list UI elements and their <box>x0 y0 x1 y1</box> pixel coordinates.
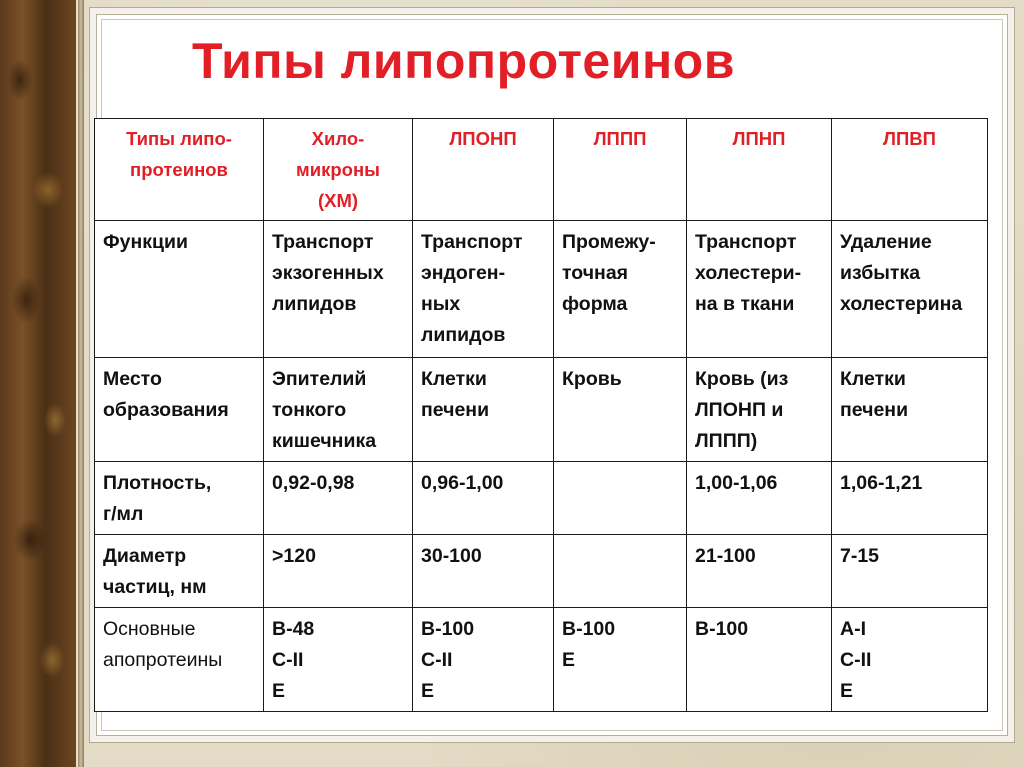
table-cell: Клетки печени <box>832 358 988 462</box>
header-hdl: ЛПВП <box>832 119 988 221</box>
table-cell: Промежу- точная форма <box>554 221 687 358</box>
table-cell: B-100 E <box>554 608 687 712</box>
table-cell: Удаление избытка холестерина <box>832 221 988 358</box>
table-cell: >120 <box>264 535 413 608</box>
table-cell: 30-100 <box>413 535 554 608</box>
table-cell: B-100 C-II E <box>413 608 554 712</box>
header-lipoprotein-types: Типы липо- протеинов <box>95 119 264 221</box>
header-idl: ЛППП <box>554 119 687 221</box>
table-cell: Транспорт холестери- на в ткани <box>687 221 832 358</box>
row-label-formation-site: Место образования <box>95 358 264 462</box>
table-row-apoproteins <box>95 608 988 712</box>
header-vldl: ЛПОНП <box>413 119 554 221</box>
table-cell: 0,96-1,00 <box>413 462 554 535</box>
slide-title: Типы липопротеинов <box>192 33 735 89</box>
row-label-density: Плотность, г/мл <box>95 462 264 535</box>
header-ldl: ЛПНП <box>687 119 832 221</box>
table-cell: 0,92-0,98 <box>264 462 413 535</box>
table-row-functions <box>95 221 988 358</box>
table-cell: B-100 <box>687 608 832 712</box>
row-label-functions: Функции <box>95 221 264 358</box>
row-label-apoproteins: Основные апопротеины <box>95 608 264 712</box>
table-row-density <box>95 462 988 535</box>
table-cell: B-48 C-II E <box>264 608 413 712</box>
table-cell <box>554 535 687 608</box>
table-cell <box>554 462 687 535</box>
decorative-side-strip <box>0 0 76 767</box>
table-cell: Транспорт эндоген- ных липидов <box>413 221 554 358</box>
row-label-diameter: Диаметр частиц, нм <box>95 535 264 608</box>
table-cell: 1,06-1,21 <box>832 462 988 535</box>
table-cell: Эпителий тонкого кишечника <box>264 358 413 462</box>
header-chylomicrons: Хило- микроны (ХМ) <box>264 119 413 221</box>
table-cell: 7-15 <box>832 535 988 608</box>
table-cell: Кровь (из ЛПОНП и ЛППП) <box>687 358 832 462</box>
table-row-diameter <box>95 535 988 608</box>
table-cell: 21-100 <box>687 535 832 608</box>
table-cell: A-I C-II E <box>832 608 988 712</box>
table-header-row <box>95 119 988 221</box>
table-cell: Клетки печени <box>413 358 554 462</box>
table-cell: Транспорт экзогенных липидов <box>264 221 413 358</box>
table-cell: 1,00-1,06 <box>687 462 832 535</box>
table-cell: Кровь <box>554 358 687 462</box>
lipoprotein-table <box>94 118 988 712</box>
table-row-formation-site <box>95 358 988 462</box>
